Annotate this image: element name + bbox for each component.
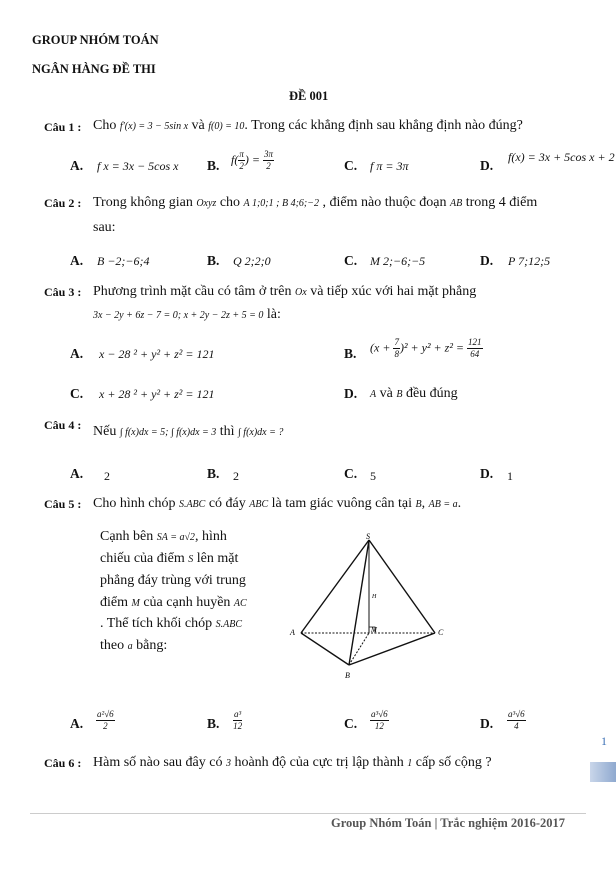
page-number: 1 — [601, 734, 607, 748]
q2-option-d-letter: D. — [480, 253, 494, 268]
q3-option-a-letter: A. — [70, 346, 84, 361]
q5-para-line3: phẳng đáy trùng với trung — [100, 573, 246, 588]
q5-option-a: $\frac{\text{a²√6}}{2}$ — [97, 709, 114, 731]
edge-CB — [349, 633, 435, 665]
q6-text: Hàm số nào sau đây có 3 hoành độ của cực trị lập thành 1 cấp số cộng ? — [93, 755, 492, 770]
q2-label: Câu 2 : — [44, 196, 82, 210]
q5-option-c-letter: C. — [344, 716, 358, 731]
q3-option-c-letter: C. — [70, 386, 84, 401]
q2-text-cont: sau: — [93, 220, 116, 235]
q2-option-b-letter: B. — [207, 253, 220, 268]
q2-option-c: M 2;−6;−5 — [370, 254, 426, 268]
q3-option-b-letter: B. — [344, 346, 357, 361]
label-H: H — [372, 594, 377, 600]
q4-option-b-letter: B. — [207, 466, 220, 481]
q2-option-c-letter: C. — [344, 253, 358, 268]
q5-para-line5: . Thể tích khối chóp S.ABC — [100, 616, 242, 631]
q2-text: Trong không gian Oxyz cho A 1;0;1 ; B 4;6;−2 , điểm nào thuộc đoạn AB trong 4 điểm — [93, 195, 538, 210]
edge-AB — [301, 633, 349, 665]
q5-option-d-letter: D. — [480, 716, 494, 731]
q1-option-b: f( $\frac{\pi}{2}$ ) = $\frac{3\pi}{2}$ — [231, 149, 273, 171]
q3-option-d: A và B đều đúng — [370, 386, 458, 401]
q4-option-d-letter: D. — [480, 466, 494, 481]
q3-label: Câu 3 : — [44, 285, 82, 299]
q1-option-b-letter: B. — [207, 158, 220, 173]
q5-option-c: $\frac{\text{a³√6}}{12}$ — [371, 709, 388, 731]
q3-text-cont: 3x − 2y + 6z − 7 = 0; x + 2y − 2z + 5 = 0 là: — [93, 307, 281, 322]
q4-option-b: 2 — [233, 469, 239, 483]
label-M: M — [371, 626, 377, 634]
q2-option-b: Q 2;2;0 — [233, 254, 271, 268]
q5-text: Cho hình chóp S.ABC có đáy ABC là tam giác vuông cân tại B, AB = a. — [93, 496, 462, 511]
q2-option-a: B −2;−6;4 — [97, 254, 150, 268]
q1-option-c-letter: C. — [344, 158, 358, 173]
q5-para-line1: Cạnh bên SA = a√2, hình — [100, 529, 227, 544]
q1-label: Câu 1 : — [44, 120, 82, 134]
edge-SA — [301, 540, 369, 633]
edge-SC — [369, 540, 435, 633]
q4-option-d: 1 — [507, 469, 513, 483]
pyramid-figure — [285, 530, 450, 685]
q1-option-c: f π = 3π — [370, 159, 409, 173]
q4-option-a: 2 — [104, 469, 110, 483]
q3-option-a: x − 28 ² + y² + z² = 121 — [99, 347, 215, 361]
q2-option-a-letter: A. — [70, 253, 84, 268]
q3-text: Phương trình mặt cầu có tâm ở trên Ox và tiếp xúc với hai mặt phẳng — [93, 284, 477, 299]
q1-option-d: f(x) = 3x + 5cos x + 2 — [508, 150, 615, 164]
q4-option-a-letter: A. — [70, 466, 84, 481]
q5-option-a-letter: A. — [70, 716, 84, 731]
exam-title: ĐỀ 001 — [289, 89, 329, 103]
q3-option-c: x + 28 ² + y² + z² = 121 — [99, 387, 215, 401]
q5-para-line4: điểm M của cạnh huyền AC — [100, 595, 247, 610]
label-B: B — [345, 671, 350, 680]
q1-text: Cho f′(x) = 3 − 5sin x và f(0) = 10. Trong các khẳng định sau khẳng định nào đúng? — [93, 118, 523, 133]
q1-option-a: f x = 3x − 5cos x — [97, 159, 179, 173]
q4-label: Câu 4 : — [44, 418, 82, 432]
q4-option-c-letter: C. — [344, 466, 358, 481]
page-corner-decoration — [590, 762, 616, 782]
footer-divider — [30, 813, 586, 814]
q2-option-d: P 7;12;5 — [508, 254, 551, 268]
q3-option-b: (x + $\frac{7}{8}$ )² + y² + z² = $\frac{121}{64}$ — [370, 337, 482, 359]
group-name: GROUP NHÓM TOÁN — [32, 33, 159, 47]
q6-label: Câu 6 : — [44, 756, 82, 770]
bank-name: NGÂN HÀNG ĐỀ THI — [32, 62, 156, 76]
q5-option-d: $\frac{\text{a³√6}}{4}$ — [508, 709, 525, 731]
footer-text: Group Nhóm Toán | Trắc nghiệm 2016-2017 — [331, 816, 566, 830]
q4-text: Nếu ∫ f(x)dx = 5; ∫ f(x)dx = 3 thì ∫ f(x)dx = ? — [93, 424, 284, 439]
q1-option-d-letter: D. — [480, 158, 494, 173]
q1-option-a-letter: A. — [70, 158, 84, 173]
q4-option-c: 5 — [370, 469, 376, 483]
edge-SB — [349, 540, 369, 665]
q5-option-b: $\frac{\text{a³}}{12}$ — [233, 709, 243, 731]
label-A: A — [290, 628, 295, 637]
q5-label: Câu 5 : — [44, 497, 82, 511]
q3-option-d-letter: D. — [344, 386, 358, 401]
label-C: C — [438, 628, 444, 637]
q5-option-b-letter: B. — [207, 716, 220, 731]
label-S: S — [366, 532, 370, 541]
q5-para-line2: chiếu của điểm S lên mặt — [100, 551, 239, 566]
q5-para-line6: theo a bằng: — [100, 638, 168, 653]
